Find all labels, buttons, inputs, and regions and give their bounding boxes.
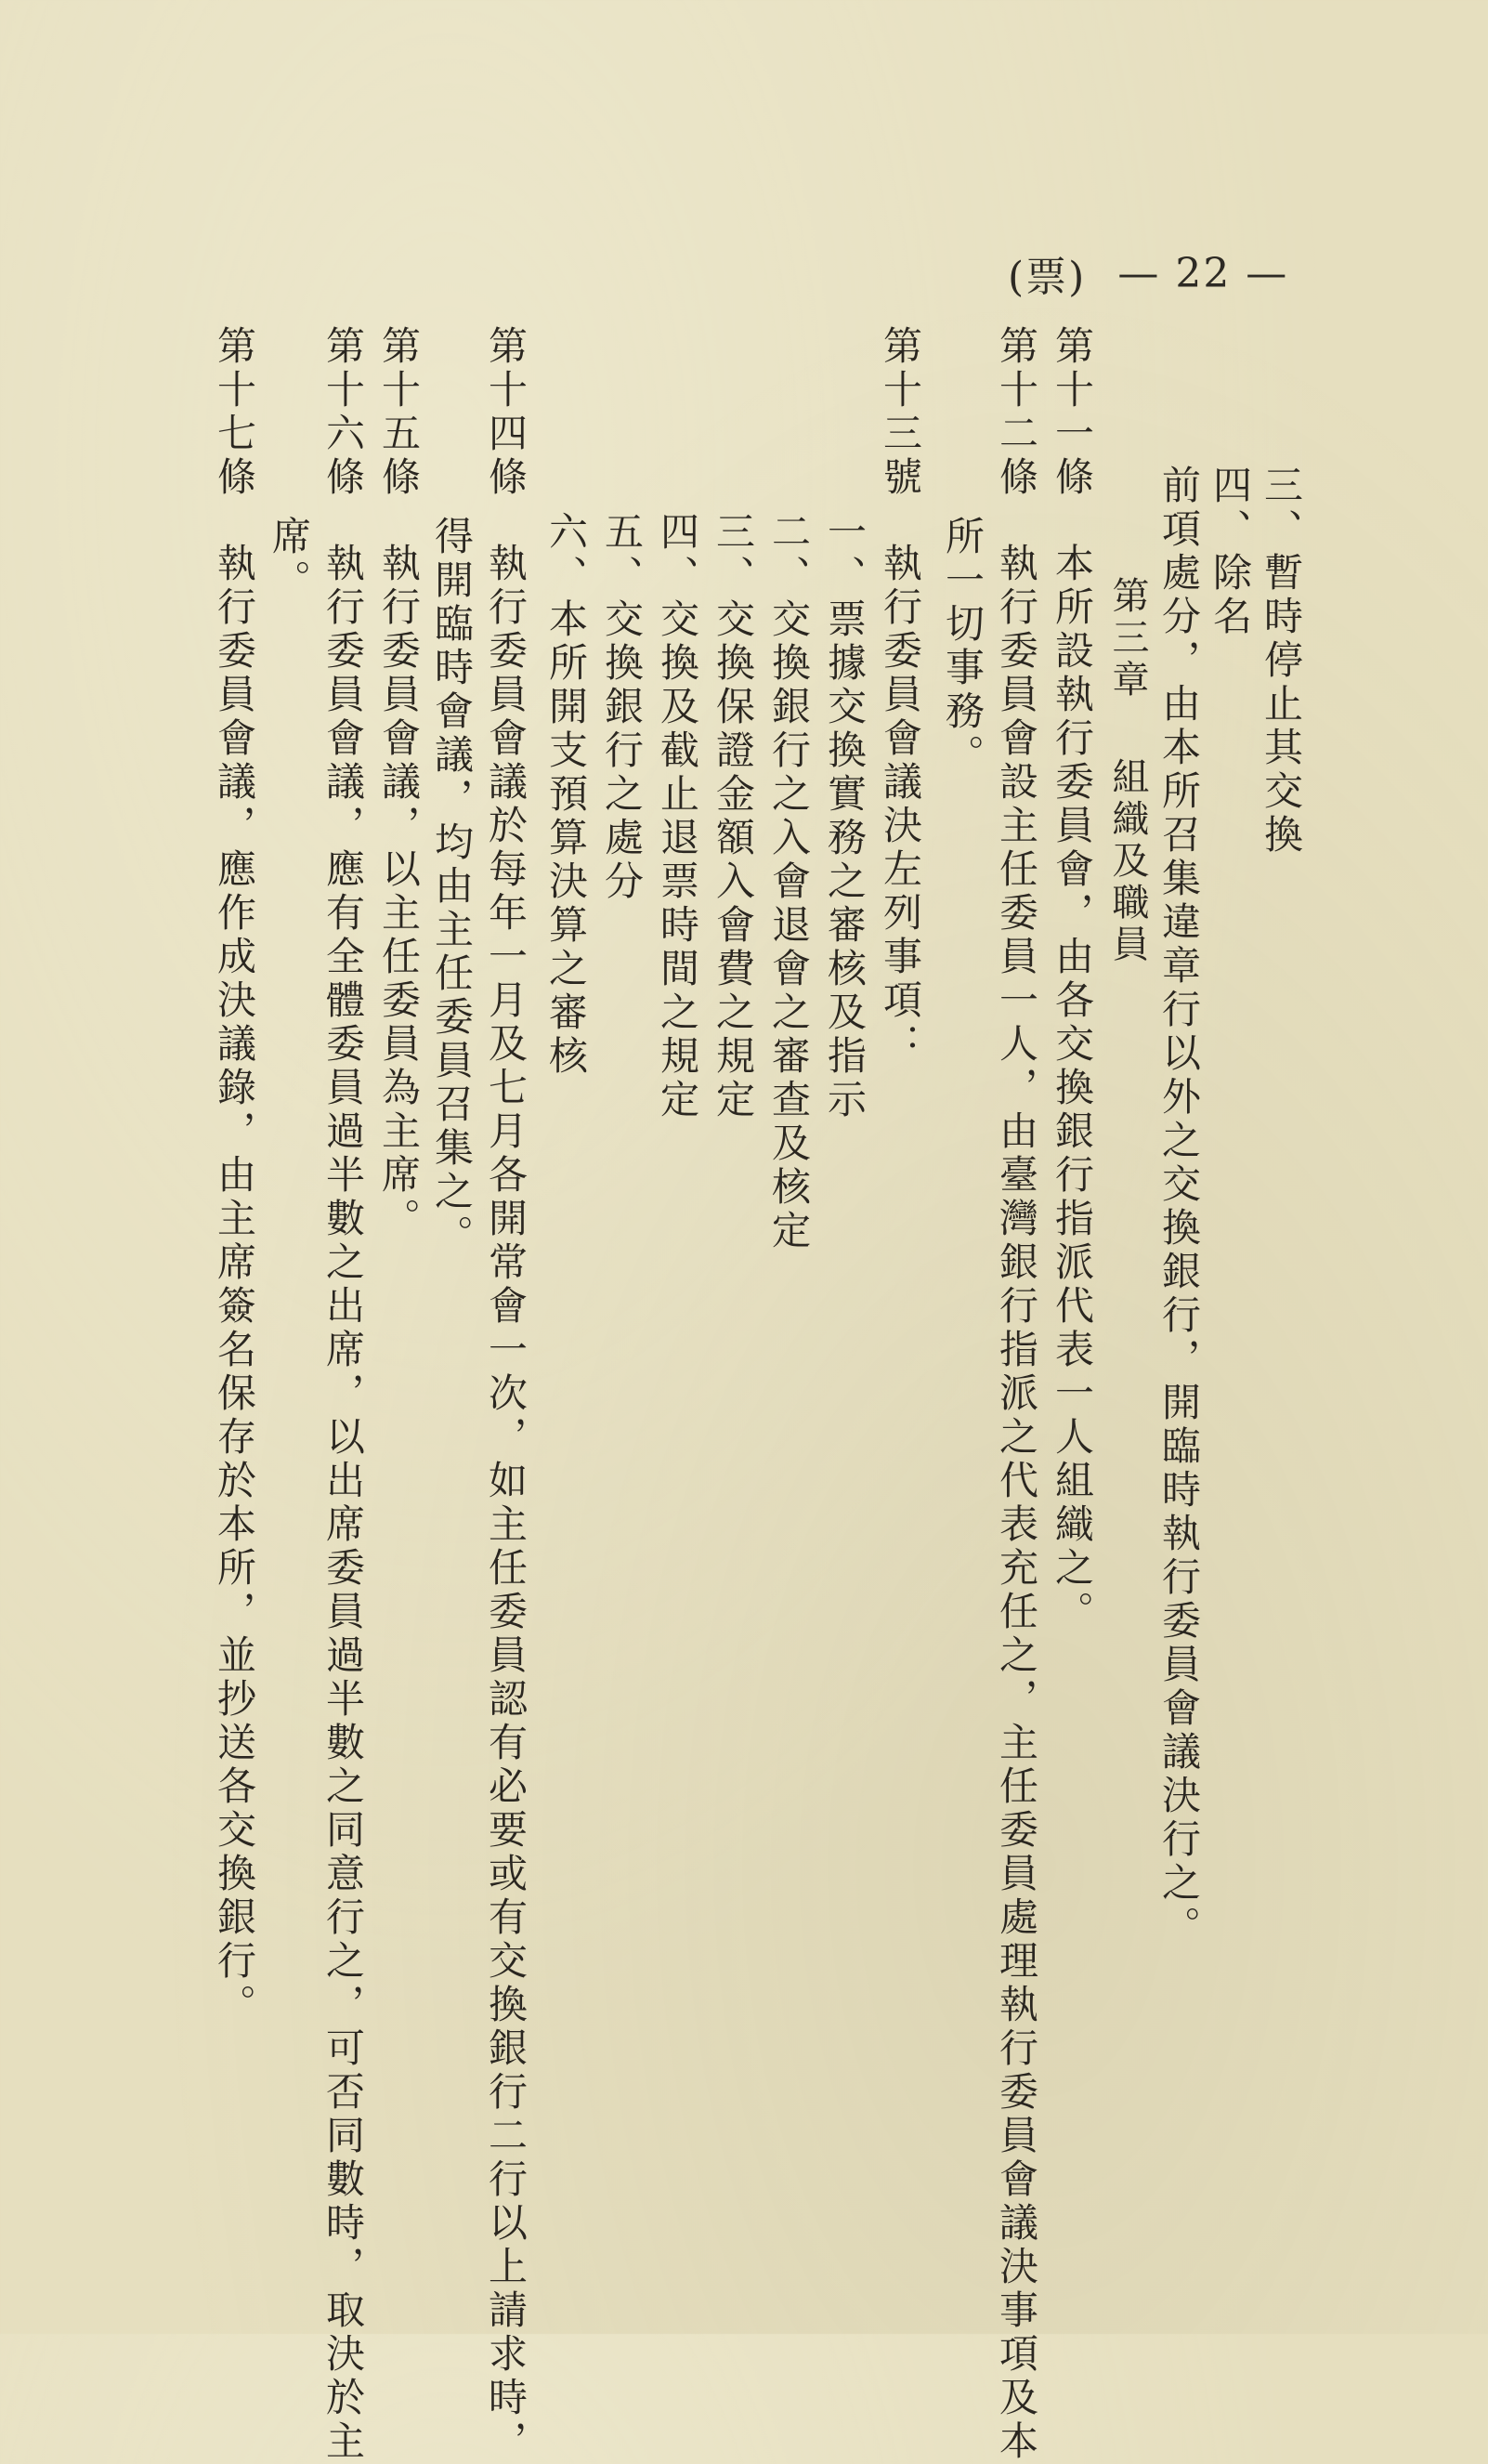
text-column-item-3: 三、暫時停止其交換 [1259,465,1304,858]
article-13: 第十三號執行委員會議決左列事項： [878,325,923,1067]
article-17: 第十七條執行委員會議，應作成決議錄，由主席簽名保存於本所，並抄送各交換銀行。 [212,325,257,2027]
text-column-item-4: 四、除名 [1207,465,1253,639]
article-12-continued: 所一切事務。 [940,516,985,778]
page-number: — 22 — [1117,249,1289,297]
article-15: 第十五條執行委員會議，以主任委員為主席。 [376,325,422,1241]
article-14-continued: 得開臨時會議，均由主任委員召集之。 [429,516,475,1258]
section-mark: (票) [1008,254,1087,301]
article-label: 第十一條 [1050,325,1095,500]
article-label: 第十七條 [212,325,257,500]
article-14: 第十四條執行委員會議於每年一月及七月各開常會一次，如主任委員認有必要或有交換銀行二行以上請求時， [483,325,529,2464]
list-item-3: 三、交換保證金額入會費之規定 [711,511,756,1122]
list-item-2: 二、交換銀行之入會退會之審查及核定 [766,511,812,1253]
chapter-number: 第三章 [1106,576,1149,701]
article-label: 第十六條 [320,325,366,500]
list-item-4: 四、交換及截止退票時間之規定 [655,511,700,1122]
article-label: 第十三號 [878,325,923,500]
chapter-title: 組織及職員 [1106,757,1149,966]
article-label: 第十五條 [376,325,422,500]
article-11: 第十一條本所設執行委員會，由各交換銀行指派代表一人組織之。 [1050,325,1095,1634]
article-12: 第十二條執行委員會設主任委員一人，由臺灣銀行指派之代表充任之，主任委員處理執行委員會議決事項及本 [994,325,1039,2464]
list-item-5: 五、交換銀行之處分 [599,511,645,904]
chapter-heading [1105,576,1150,966]
article-16-continued: 席。 [267,516,312,603]
article-16: 第十六條執行委員會議，應有全體委員過半數之出席，以出席委員過半數之同意行之，可否同數時，取決於主 [320,325,366,2464]
list-item-1: 一、票據交換實務之審核及指示 [822,511,868,1122]
page-header [1008,243,1288,303]
article-label: 第十四條 [483,325,529,500]
list-item-6: 六、本所開支預算決算之審核 [543,511,589,1079]
text-column-penalty-note: 前項處分，由本所召集違章行以外之交換銀行，開臨時執行委員會議決行之。 [1156,465,1202,1949]
article-label: 第十二條 [994,325,1039,500]
